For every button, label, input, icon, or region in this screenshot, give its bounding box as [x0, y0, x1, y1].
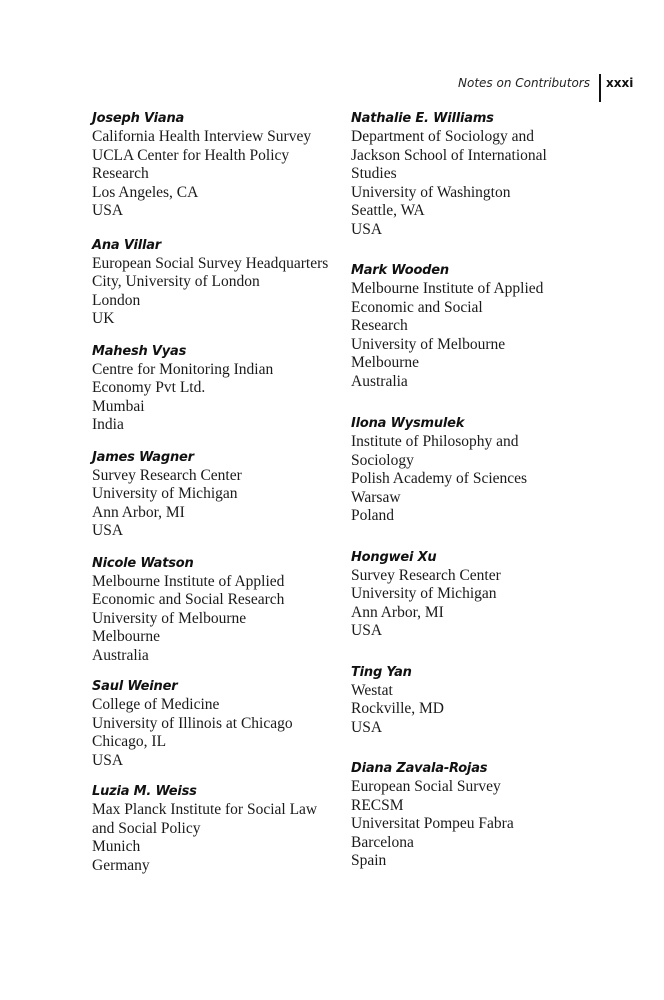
- contributor-entry: [92, 678, 342, 770]
- affiliation-line: Westat: [351, 681, 393, 699]
- affiliation-line: Department of Sociology and: [351, 128, 534, 145]
- contributor-name: Saul Weiner: [92, 679, 178, 694]
- left-column: [92, 110, 342, 875]
- affiliation-line: Universitat Pompeu Fabra: [351, 815, 514, 832]
- affiliation-line: Warsaw: [351, 488, 401, 506]
- affiliation-line: Mumbai: [92, 397, 145, 415]
- affiliation-line: Australia: [92, 646, 149, 664]
- contributor-entry: [351, 262, 601, 391]
- contributor-entry: [351, 664, 601, 738]
- affiliation-line: RECSM: [351, 796, 404, 814]
- affiliation-line: UCLA Center for Health Policy: [92, 146, 290, 164]
- affiliation-line: Germany: [92, 856, 150, 874]
- contributor-name: Ilona Wysmulek: [351, 416, 465, 431]
- affiliation-line: Ann Arbor, MI: [92, 503, 185, 521]
- affiliation-line: Chicago, IL: [92, 733, 167, 750]
- affiliation-line: USA: [351, 622, 383, 639]
- contributor-name: Ting Yan: [351, 664, 412, 680]
- affiliation-line: USA: [92, 751, 124, 769]
- contributor-entry: [92, 783, 342, 875]
- affiliation-line: Ann Arbor, MI: [351, 603, 444, 621]
- affiliation-line: College of Medicine: [92, 696, 220, 713]
- contributor-entry: [92, 110, 342, 221]
- contributor-entry: [92, 449, 342, 541]
- affiliation-line: California Health Interview Survey: [92, 128, 312, 145]
- affiliation-line: Survey Research Center: [92, 466, 242, 484]
- affiliation-line: USA: [92, 202, 124, 219]
- affiliation-line: Studies: [351, 165, 397, 182]
- contributor-name: Mark Wooden: [351, 263, 449, 278]
- contributor-entry: [351, 549, 601, 641]
- contributor-entry: [92, 555, 342, 666]
- affiliation-line: Polish Academy of Sciences: [351, 470, 528, 487]
- running-header-title: Notes on Contributors: [458, 76, 590, 90]
- affiliation-line: Centre for Monitoring Indian: [92, 360, 274, 378]
- affiliation-line: European Social Survey: [351, 778, 501, 795]
- affiliation-line: University of Melbourne: [351, 335, 506, 353]
- affiliation-line: Melbourne: [351, 354, 420, 371]
- affiliation-line: Rockville, MD: [351, 700, 444, 717]
- affiliation-line: Munich: [92, 838, 141, 855]
- contributor-name: Joseph Viana: [92, 111, 185, 126]
- affiliation-line: Australia: [351, 372, 408, 390]
- header-divider: [599, 74, 601, 102]
- affiliation-line: European Social Survey Headquarters: [92, 254, 329, 272]
- contributor-name: Ana Villar: [92, 237, 161, 253]
- affiliation-line: USA: [351, 718, 383, 736]
- affiliation-line: Melbourne Institute of Applied: [92, 572, 285, 590]
- affiliation-line: Economic and Social Research: [92, 591, 285, 608]
- contributor-entry: [351, 110, 601, 239]
- affiliation-line: Institute of Philosophy and: [351, 433, 519, 450]
- contributor-name: James Wagner: [92, 449, 194, 465]
- contributor-name: Nicole Watson: [92, 555, 194, 571]
- contributor-name: Hongwei Xu: [351, 549, 437, 565]
- affiliation-line: Research: [351, 317, 408, 334]
- right-column: [351, 110, 601, 871]
- affiliation-line: Melbourne: [92, 628, 161, 645]
- affiliation-line: Max Planck Institute for Social Law: [92, 801, 318, 818]
- affiliation-line: Economy Pvt Ltd.: [92, 379, 206, 396]
- affiliation-line: University of Michigan: [351, 585, 497, 602]
- affiliation-line: Spain: [351, 852, 387, 869]
- contributor-entry: [351, 415, 601, 526]
- affiliation-line: Melbourne Institute of Applied: [351, 280, 544, 297]
- affiliation-line: University of Washington: [351, 183, 511, 201]
- affiliation-line: City, University of London: [92, 273, 260, 290]
- affiliation-line: Seattle, WA: [351, 202, 425, 219]
- contributor-name: Luzia M. Weiss: [92, 784, 197, 799]
- contributor-name: Mahesh Vyas: [92, 343, 187, 359]
- affiliation-line: Barcelona: [351, 833, 414, 851]
- page-number: xxxi: [606, 76, 634, 90]
- contributor-entry: [92, 237, 342, 329]
- contributor-name: Nathalie E. Williams: [351, 111, 494, 126]
- affiliation-line: Los Angeles, CA: [92, 183, 199, 201]
- affiliation-line: and Social Policy: [92, 819, 201, 837]
- affiliation-line: India: [92, 416, 124, 433]
- affiliation-line: Survey Research Center: [351, 566, 501, 584]
- affiliation-line: Sociology: [351, 451, 414, 469]
- affiliation-line: USA: [92, 522, 124, 539]
- contributor-name: Diana Zavala-Rojas: [351, 761, 488, 776]
- affiliation-line: University of Michigan: [92, 485, 238, 502]
- running-header: [0, 74, 664, 102]
- affiliation-line: University of Melbourne: [92, 609, 247, 627]
- affiliation-line: Economic and Social: [351, 298, 483, 316]
- affiliation-line: Research: [92, 165, 149, 182]
- affiliation-line: USA: [351, 220, 383, 238]
- affiliation-line: Poland: [351, 507, 395, 524]
- affiliation-line: UK: [92, 310, 115, 327]
- affiliation-line: University of Illinois at Chicago: [92, 714, 293, 732]
- contributor-entry: [351, 760, 601, 871]
- contributor-entry: [92, 343, 342, 435]
- affiliation-line: London: [92, 291, 141, 309]
- affiliation-line: Jackson School of International: [351, 146, 547, 164]
